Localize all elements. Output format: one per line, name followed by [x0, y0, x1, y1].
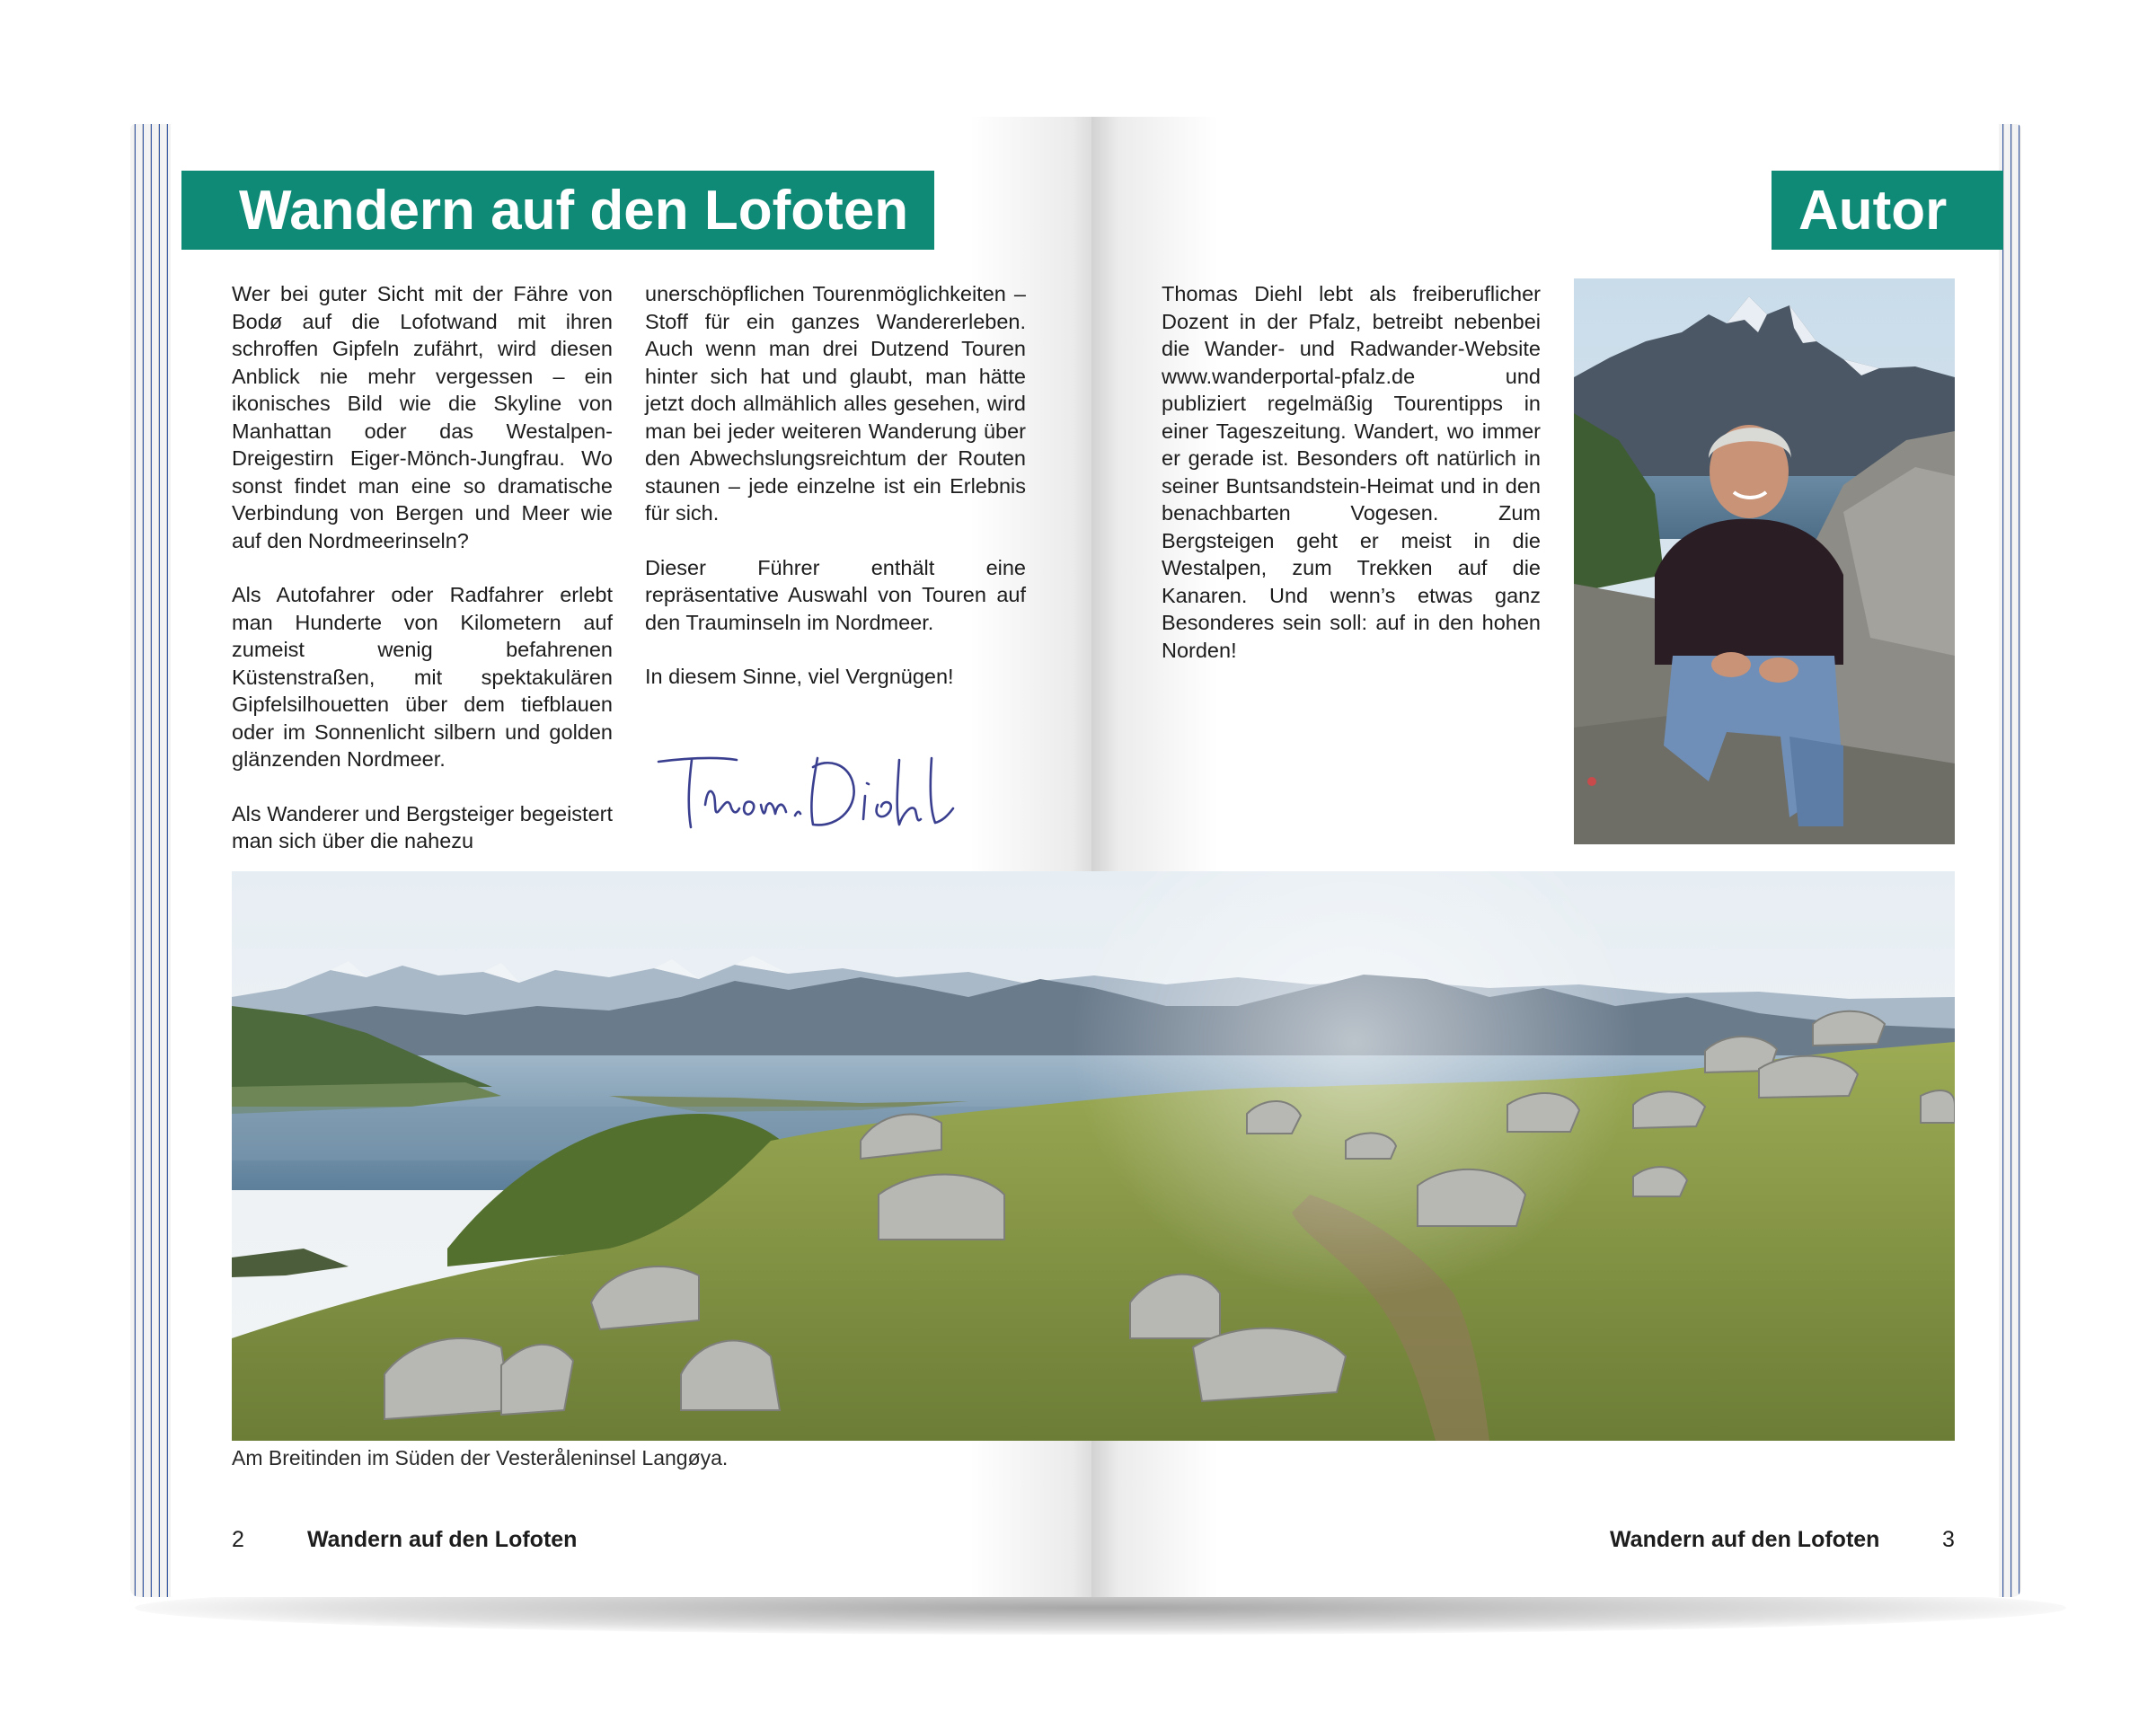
paragraph: Dieser Führer enthält eine repräsentative Auswahl von Touren auf den Trauminseln im Nordmeer.: [645, 555, 1026, 634]
landscape-panorama-photo: [232, 871, 1955, 1441]
paragraph: In diesem Sinne, viel Vergnügen!: [645, 665, 954, 688]
paragraph: unerschöpflichen Tourenmöglichkeiten – Stoff für ein ganzes Wandererleben. Auch wenn man drei Dutzend Touren hinter sich hat und glaubt, man hätte jetzt doch allmählich alles gesehen, wird man bei jeder weiteren Wanderung über den Abwechslungsreichtum der Routen staunen – jede einzelne ist ein Erlebnis für sich.: [645, 282, 1026, 525]
running-head-left: Wandern auf den Lofoten: [307, 1527, 578, 1552]
paragraph: Wer bei guter Sicht mit der Fähre von Bodø auf die Lofotwand mit ihren schroffen Gipfeln zufährt, wird diesen Anblick nie mehr vergessen – ein ikonisches Bild wie die Skyline von Manhattan oder das Westalpen-Dreigestirn Eiger-Mönch-Jungfrau. Wo sonst findet man eine so dramatische Verbindung von Bergen und Meer wie auf den Nordmeerinseln?: [232, 282, 613, 552]
page-number-right: 3: [1942, 1527, 1955, 1552]
author-title-banner: Autor: [1772, 171, 2003, 250]
author-bio: [1162, 280, 1541, 691]
paragraph: Thomas Diehl lebt als freiberuflicher Dozent in der Pfalz, betreibt nebenbei die Wander- und Radwander-Website www.wanderportal-pfalz.de und publiziert regelmäßig Tourentipps in einer Tageszeitung. Wandert, wo immer er gerade ist. Besonders oft natürlich in seiner Buntsandstein-Heimat und in den benachbarten Vogesen. Zum Bergsteigen geht er meist in die Westalpen, zum Trekken auf die Kanaren. Und wenn’s etwas ganz Besonderes sein soll: auf in den hohen Norden!: [1162, 282, 1541, 662]
author-portrait-photo: [1574, 278, 1955, 844]
running-head-right: Wandern auf den Lofoten: [1610, 1527, 1880, 1552]
intro-column-2: [645, 280, 1026, 718]
page-number-left: 2: [232, 1527, 244, 1552]
intro-column-1: [232, 280, 613, 882]
paragraph: Als Wanderer und Bergsteiger begeistert man sich über die nahezu: [232, 801, 613, 852]
chapter-title-banner: Wandern auf den Lofoten: [181, 171, 934, 250]
paragraph: Als Autofahrer oder Radfahrer erlebt man Hunderte von Kilometern auf zumeist wenig befahrenen Küstenstraßen, mit spektakulären Gipfelsilhouetten über dem tiefblauen oder im Sonnenlicht silbern und golden glänzenden Nordmeer.: [232, 583, 613, 771]
handwritten-signature: [651, 742, 961, 841]
photo-caption: Am Breitinden im Süden der Vesteråleninsel Langøya.: [232, 1446, 729, 1469]
